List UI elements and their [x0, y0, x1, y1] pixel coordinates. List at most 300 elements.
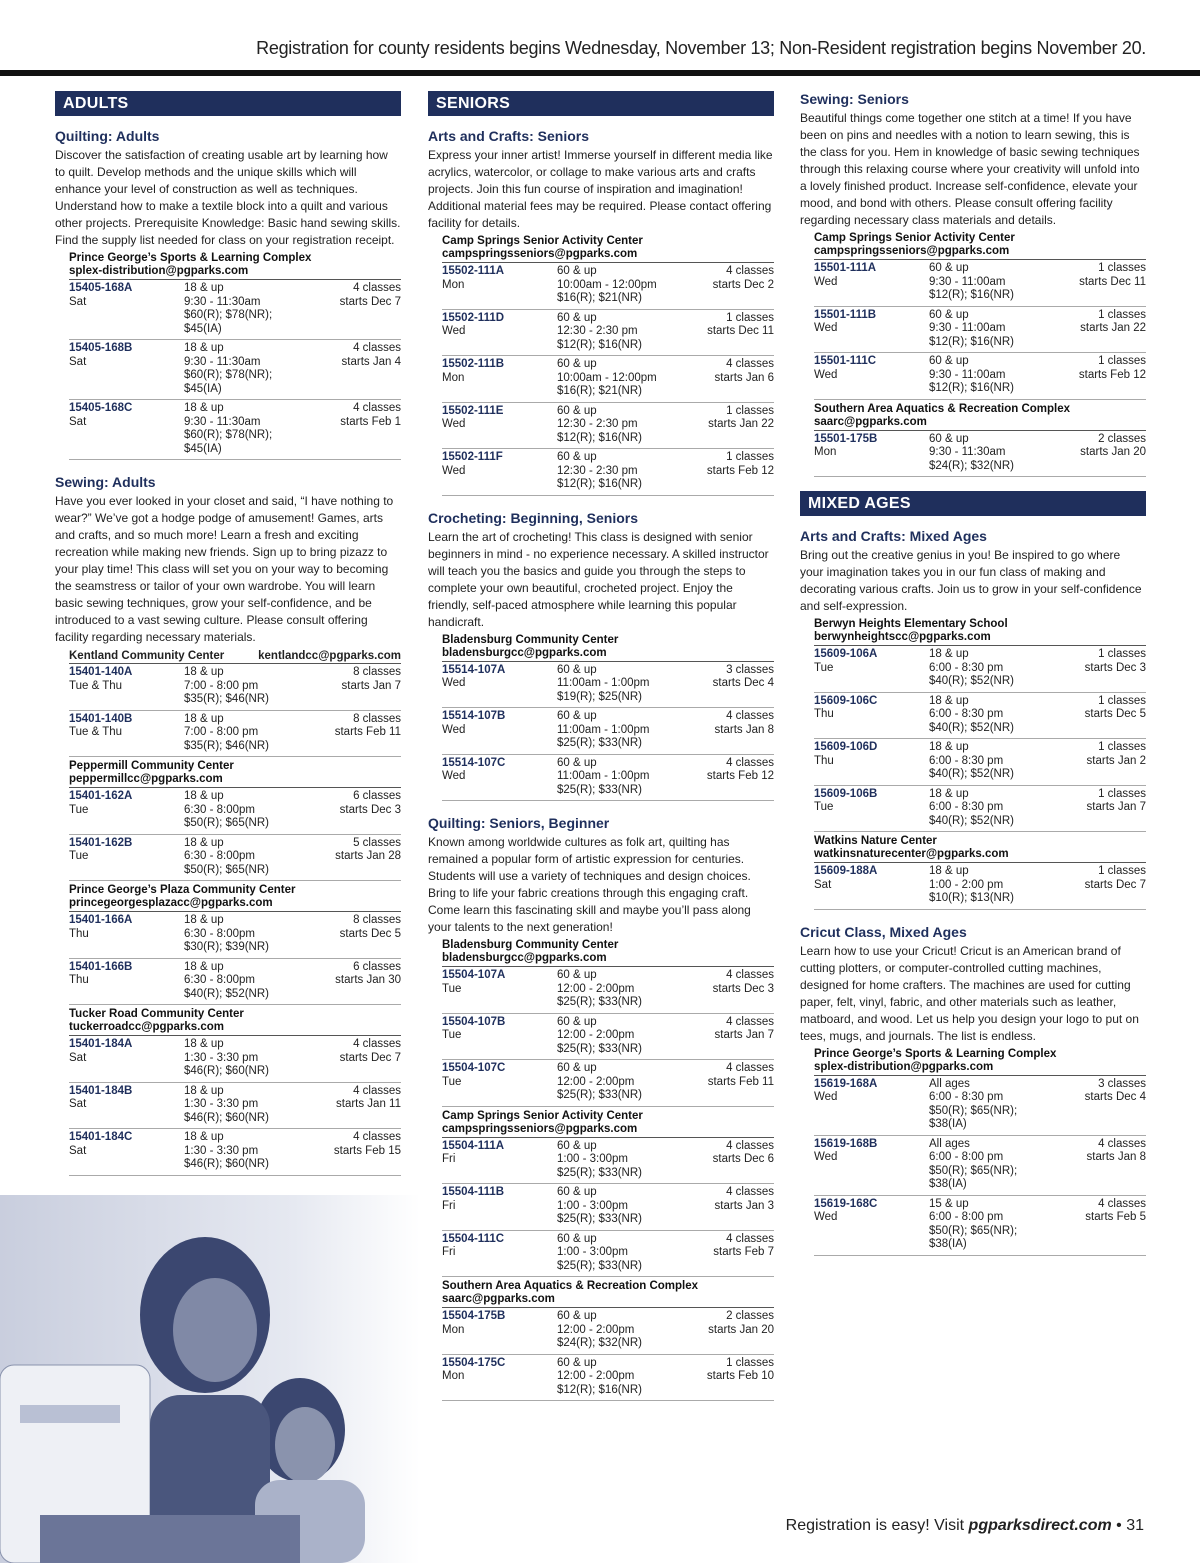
start-date: starts Feb 15 [333, 1144, 401, 1157]
class-day: Sat [814, 878, 832, 891]
class-code[interactable]: 15514-107C [442, 756, 506, 769]
class-code[interactable]: 15401-184A [69, 1038, 133, 1050]
age-range: 18 & up [184, 342, 224, 354]
class-row [814, 1076, 1146, 1136]
class-row [69, 1129, 401, 1176]
start-date: starts Dec 2 [712, 278, 774, 291]
location-name: Kentland Community Center [69, 650, 225, 662]
location-block [442, 634, 774, 802]
age-range: 60 & up [929, 432, 969, 445]
class-row [442, 1014, 774, 1061]
class-count: 8 classes [353, 666, 401, 678]
location-name: Southern Area Aquatics & Recreation Complex [814, 402, 1071, 415]
class-day: Wed [442, 418, 466, 430]
class-code[interactable]: 15501-175B [814, 432, 878, 445]
class-row [442, 662, 774, 709]
class-count: 1 classes [1098, 355, 1146, 367]
class-code[interactable]: 15514-107B [442, 710, 506, 722]
class-time: 9:30 - 11:00am [929, 275, 1006, 288]
class-day: Tue [69, 803, 89, 816]
location-email[interactable]: saarc@pgparks.com [814, 416, 1146, 431]
age-range: 18 & up [929, 741, 969, 753]
class-row [442, 449, 774, 496]
location-email[interactable]: splex-distribution@pgparks.com [69, 265, 401, 280]
class-day: Fri [442, 1246, 456, 1258]
age-range: 18 & up [184, 712, 224, 725]
class-count: 4 classes [726, 1139, 774, 1152]
start-date: starts Jan 3 [714, 1199, 774, 1212]
class-time: 1:30 - 3:30 pm [184, 1051, 259, 1064]
start-date: starts Feb 10 [706, 1370, 774, 1382]
class-fee: $46(R); $60(NR) [184, 1158, 269, 1170]
class-row [442, 1231, 774, 1278]
age-range: 18 & up [184, 1038, 224, 1050]
class-time: 6:30 - 8:00pm [184, 803, 255, 816]
class-time: 9:30 - 11:00am [929, 322, 1006, 334]
age-range: 60 & up [557, 1062, 597, 1074]
class-code[interactable]: 15501-111C [814, 355, 877, 367]
blank-cell [442, 784, 557, 798]
section-banner: ADULTS [55, 91, 401, 116]
class-time: 12:30 - 2:30 pm [557, 464, 638, 477]
age-range: 60 & up [557, 358, 597, 370]
course-title: Quilting: Seniors, Beginner [428, 815, 610, 831]
blank-cell [69, 1065, 184, 1079]
class-count: 6 classes [353, 960, 401, 973]
column-adults [55, 91, 401, 1190]
blank-cell [814, 336, 929, 350]
class-day: Sat [69, 1144, 87, 1157]
age-range: 18 & up [184, 836, 224, 849]
class-row [814, 1136, 1146, 1196]
course-description: Discover the satisfaction of creating usable art by learning how to quilt. Develop methods and the unique skills which will enhance your level of construction as well as techniques. Understand how to make a textile block into a quilt and various other projects. Prerequisite Knowledge: Basic hand sewing skills. Find the supply list needed for class on your registration receipt. [55, 148, 401, 247]
location-block [814, 1048, 1146, 1256]
class-fee: $60(R); $78(NR); $45(IA) [184, 429, 273, 455]
class-fee: $30(R); $39(NR) [184, 941, 269, 953]
blank-cell [69, 941, 184, 955]
class-row [442, 1060, 774, 1107]
section-banner: MIXED AGES [800, 491, 1146, 516]
blank-cell [69, 740, 184, 754]
class-time: 6:00 - 8:30 pm [929, 801, 1004, 813]
class-code[interactable]: 15619-168B [814, 1137, 878, 1150]
class-count: 1 classes [1098, 865, 1146, 877]
class-time: 6:00 - 8:00 pm [929, 1151, 1004, 1163]
class-code[interactable]: 15405-168C [69, 402, 133, 414]
class-day: Wed [814, 1211, 838, 1223]
class-code[interactable]: 15504-111B [442, 1186, 505, 1198]
class-code[interactable]: 15504-107B [442, 1015, 506, 1028]
course-description: Have you ever looked in your closet and said, “I have nothing to wear?” We’ve got a hodge podge of amusement! Games, arts and crafts, and so much more! Learn a fresh and exciting recreation while making new friends. Sign up to bring pizazz to your play time! This class will set you on your way to becoming the seamstress or tailor of your own wardrobe. You will learn basic sewing techniques, grow your self-confidence, and be introduced to a vast sewing culture. Please consult offering facility regarding necessary materials. [55, 494, 394, 644]
course-section [800, 91, 1146, 477]
course-description: Bring out the creative genius in you! Be inspired to go where your imagination takes you in our fun class of making and decorating various crafts. Join us to grow in your self-confidence and self-expression. [800, 548, 1142, 613]
class-row [69, 664, 401, 711]
class-time: 6:00 - 8:00 pm [929, 1211, 1004, 1223]
class-count: 1 classes [726, 1356, 774, 1369]
age-range: 60 & up [557, 311, 597, 324]
start-date: starts Feb 1 [340, 415, 401, 428]
blank-cell [814, 815, 929, 829]
start-date: starts Jan 20 [708, 1323, 774, 1336]
class-code[interactable]: 15502-111B [442, 358, 505, 370]
class-day: Thu [69, 974, 89, 986]
class-time: 12:00 - 2:00pm [557, 982, 635, 995]
class-row [442, 263, 774, 310]
class-time: 6:00 - 8:30 pm [929, 661, 1004, 674]
class-time: 1:00 - 3:00pm [557, 1246, 628, 1258]
class-count: 4 classes [353, 402, 401, 414]
class-code[interactable]: 15501-111B [814, 308, 877, 321]
class-code[interactable]: 15504-175B [442, 1310, 506, 1322]
start-date: starts Jan 7 [341, 679, 401, 692]
class-time: 1:30 - 3:30 pm [184, 1098, 259, 1110]
class-row [814, 260, 1146, 307]
class-count: 4 classes [726, 710, 774, 722]
start-date: starts Dec 7 [339, 295, 401, 308]
class-day: Wed [442, 770, 466, 782]
class-fee: $25(R); $33(NR) [557, 737, 642, 749]
class-row [69, 280, 401, 340]
location-email[interactable]: splex-distribution@pgparks.com [814, 1061, 1146, 1076]
section-banner: SENIORS [428, 91, 774, 116]
location-email[interactable]: bladensburgcc@pgparks.com [442, 647, 774, 662]
start-date: starts Feb 5 [1085, 1211, 1146, 1223]
class-day: Wed [814, 1151, 838, 1163]
class-code[interactable]: 15504-107C [442, 1062, 506, 1074]
class-count: 4 classes [353, 1084, 401, 1097]
class-code[interactable]: 15401-184B [69, 1084, 133, 1097]
class-day: Sat [69, 355, 87, 368]
class-time: 12:00 - 2:00pm [557, 1075, 635, 1088]
blank-cell [814, 675, 929, 689]
class-fee: $25(R); $33(NR) [557, 783, 642, 796]
class-code[interactable]: 15401-140A [69, 666, 133, 678]
class-fee: $19(R); $25(NR) [557, 690, 642, 703]
class-fee: $12(R); $16(NR) [557, 478, 642, 490]
class-time: 6:00 - 8:30 pm [929, 754, 1004, 767]
class-day: Wed [442, 723, 466, 736]
class-row [69, 1083, 401, 1130]
location-block [69, 884, 401, 1005]
class-time: 6:00 - 8:30 pm [929, 1091, 1004, 1103]
location-block [69, 649, 401, 757]
class-day: Mon [442, 1370, 465, 1382]
class-count: 3 classes [1098, 1077, 1146, 1090]
location-name: Bladensburg Community Center [442, 633, 619, 646]
class-code[interactable]: 15609-106D [814, 741, 878, 753]
start-date: starts Dec 4 [1084, 1091, 1146, 1103]
top-rule [0, 70, 1200, 76]
course-description: Express your inner artist! Immerse yourself in different media like acrylics, watercolor, or collage to make various arts and crafts projects. Join this fun course of inspiration and imagination! Additional material fees may be required. Please contact offering facility for details. [428, 148, 773, 230]
class-time: 12:00 - 2:00pm [557, 1029, 635, 1041]
location-email[interactable]: berwynheightscc@pgparks.com [814, 631, 1146, 646]
class-time: 6:30 - 8:00pm [184, 927, 255, 940]
class-fee: $46(R); $60(NR) [184, 1065, 269, 1077]
course-title: Arts and Crafts: Seniors [428, 128, 590, 144]
class-code[interactable]: 15504-107A [442, 969, 506, 981]
location-email[interactable]: tuckerroadcc@pgparks.com [69, 1021, 401, 1036]
class-count: 1 classes [1098, 308, 1146, 321]
class-fee: $40(R); $52(NR) [929, 768, 1014, 780]
class-code[interactable]: 15609-106C [814, 694, 878, 707]
class-count: 1 classes [1098, 262, 1146, 274]
class-code[interactable]: 15504-111A [442, 1139, 505, 1152]
class-time: 6:30 - 8:00pm [184, 850, 255, 862]
start-date: starts Feb 7 [713, 1246, 774, 1258]
class-fee: $24(R); $32(NR) [929, 459, 1014, 472]
class-count: 4 classes [1098, 1137, 1146, 1150]
class-time: 6:30 - 8:00pm [184, 974, 255, 986]
blank-cell [442, 1337, 557, 1351]
class-count: 1 classes [1098, 694, 1146, 707]
class-count: 2 classes [1098, 432, 1146, 445]
class-day: Tue & Thu [69, 679, 123, 692]
age-range: 60 & up [557, 710, 597, 722]
class-day: Fri [442, 1153, 456, 1165]
class-count: 4 classes [1098, 1197, 1146, 1210]
class-code[interactable]: 15501-111A [814, 262, 877, 274]
class-day: Mon [442, 1323, 465, 1336]
age-range: 18 & up [929, 787, 969, 800]
blank-cell [814, 1225, 929, 1252]
class-fee: $25(R); $33(NR) [557, 1089, 642, 1101]
location-email[interactable]: kentlandcc@pgparks.com [258, 650, 401, 662]
class-fee: $12(R); $16(NR) [929, 289, 1014, 301]
class-row [442, 1184, 774, 1231]
blank-cell [442, 1260, 557, 1274]
class-row [69, 788, 401, 835]
class-code[interactable]: 15502-111D [442, 311, 505, 324]
class-row [442, 1308, 774, 1355]
class-time: 11:00am - 1:00pm [557, 770, 650, 782]
start-date: starts Dec 6 [712, 1153, 774, 1165]
class-code[interactable]: 15619-168A [814, 1077, 878, 1090]
class-time: 9:30 - 11:30am [929, 446, 1006, 458]
class-row [814, 431, 1146, 478]
blank-cell [442, 1213, 557, 1227]
class-code[interactable]: 15504-175C [442, 1356, 506, 1369]
class-fee: $50(R); $65(NR); $38(IA) [929, 1224, 1018, 1250]
start-date: starts Jan 7 [1086, 801, 1146, 813]
class-fee: $50(R); $65(NR); $38(IA) [929, 1104, 1018, 1130]
location-name: Berwyn Heights Elementary School [814, 618, 1008, 630]
start-date: starts Jan 8 [714, 723, 774, 736]
class-fee: $24(R); $32(NR) [557, 1337, 642, 1349]
class-count: 4 classes [353, 282, 401, 294]
location-block [442, 1110, 774, 1278]
course-title: Sewing: Seniors [800, 91, 909, 107]
blank-cell [442, 339, 557, 353]
class-fee: $35(R); $46(NR) [184, 693, 269, 705]
class-code[interactable]: 15401-140B [69, 712, 133, 725]
class-code[interactable]: 15405-168B [69, 342, 133, 354]
location-name: Prince George’s Sports & Learning Complex [814, 1047, 1057, 1060]
class-day: Wed [814, 368, 838, 381]
blank-cell [442, 1089, 557, 1103]
class-count: 4 classes [353, 1131, 401, 1143]
blank-cell [814, 1165, 929, 1192]
class-day: Tue [69, 850, 89, 862]
class-code[interactable]: 15502-111A [442, 265, 505, 277]
age-range: 60 & up [557, 1015, 597, 1028]
location-email[interactable]: peppermillcc@pgparks.com [69, 773, 401, 788]
class-day: Wed [814, 275, 838, 288]
location-email[interactable]: saarc@pgparks.com [442, 1293, 774, 1308]
location-block [814, 403, 1146, 478]
start-date: starts Jan 4 [341, 355, 401, 368]
class-day: Mon [442, 278, 465, 291]
class-count: 1 classes [726, 311, 774, 324]
blank-cell [814, 289, 929, 303]
class-day: Tue [442, 1029, 462, 1041]
course-title: Crocheting: Beginning, Seniors [428, 509, 639, 526]
start-date: starts Jan 22 [708, 418, 774, 430]
class-code[interactable]: 15401-162A [69, 790, 133, 802]
class-code[interactable]: 15502-111F [442, 451, 503, 463]
class-day: Wed [442, 464, 466, 477]
age-range: 60 & up [557, 451, 597, 463]
class-row [442, 1355, 774, 1402]
blank-cell [69, 369, 184, 396]
class-fee: $12(R); $16(NR) [557, 1383, 642, 1396]
course-section [428, 510, 774, 802]
class-day: Mon [814, 446, 837, 458]
class-code[interactable]: 15609-106A [814, 648, 878, 660]
class-row [442, 356, 774, 403]
start-date: starts Dec 7 [1084, 878, 1146, 891]
class-code[interactable]: 15401-166B [69, 960, 133, 973]
location-name: Prince George’s Plaza Community Center [69, 884, 296, 896]
class-day: Fri [442, 1199, 456, 1212]
class-count: 8 classes [353, 914, 401, 926]
class-row [69, 835, 401, 882]
class-day: Sat [69, 1051, 87, 1064]
age-range: 60 & up [557, 1139, 597, 1152]
blank-cell [814, 892, 929, 906]
class-fee: $25(R); $33(NR) [557, 1213, 642, 1225]
age-range: 18 & up [184, 960, 224, 973]
class-day: Thu [814, 708, 834, 720]
course-description: Learn how to use your Cricut! Cricut is an American brand of cutting plotters, or computer-controlled cutting machines, designed for home crafters. The machines are used for cutting paper, felt, vinyl, fabric, and other materials such as leather, matboard, and wood. Let us help you design your logo to put on tees, mugs, and journals. The list is endless. [800, 943, 1139, 1043]
course-title: Cricut Class, Mixed Ages [800, 923, 967, 940]
class-day: Wed [814, 1091, 838, 1103]
class-code[interactable]: 15609-106B [814, 787, 878, 800]
age-range: 18 & up [184, 914, 224, 926]
location-name: Camp Springs Senior Activity Center [814, 232, 1015, 244]
blank-cell [814, 460, 929, 474]
start-date: starts Dec 3 [712, 982, 774, 995]
start-date: starts Jan 22 [1080, 322, 1146, 334]
class-code[interactable]: 15405-168A [69, 282, 133, 294]
blank-cell [442, 385, 557, 399]
class-count: 2 classes [726, 1310, 774, 1322]
location-email[interactable]: campspringsseniors@pgparks.com [442, 1123, 774, 1138]
class-row [69, 959, 401, 1006]
location-email[interactable]: watkinsnaturecenter@pgparks.com [814, 848, 1146, 863]
age-range: 18 & up [184, 282, 224, 294]
location-email[interactable]: campspringsseniors@pgparks.com [442, 248, 774, 263]
class-day: Wed [442, 677, 466, 689]
class-row [69, 912, 401, 959]
age-range: 60 & up [557, 756, 597, 769]
class-row [814, 1196, 1146, 1256]
start-date: starts Dec 11 [707, 325, 774, 337]
class-code[interactable]: 15609-188A [814, 865, 878, 877]
pgparksdirect-link[interactable]: pgparksdirect.com [968, 1517, 1112, 1534]
blank-cell [814, 768, 929, 782]
class-count: 1 classes [726, 404, 774, 417]
class-fee: $50(R); $65(NR); $38(IA) [929, 1164, 1018, 1190]
class-time: 7:00 - 8:00 pm [184, 679, 259, 692]
class-row [814, 786, 1146, 833]
location-name: Prince George’s Sports & Learning Complex [69, 252, 312, 264]
course-title: Arts and Crafts: Mixed Ages [800, 528, 987, 544]
age-range: 60 & up [929, 355, 969, 367]
class-row [814, 863, 1146, 910]
class-fee: $10(R); $13(NR) [929, 892, 1014, 904]
column-seniors-mixed [800, 91, 1146, 1270]
footer-text: Registration is easy! Visit [785, 1517, 969, 1534]
class-row [69, 400, 401, 460]
class-row [814, 353, 1146, 400]
class-code[interactable]: 15401-162B [69, 836, 133, 849]
class-code[interactable]: 15401-166A [69, 914, 133, 926]
age-range: 60 & up [557, 663, 597, 676]
class-code[interactable]: 15514-107A [442, 663, 506, 676]
class-row [69, 340, 401, 400]
location-email[interactable]: campspringsseniors@pgparks.com [814, 245, 1146, 260]
blank-cell [814, 382, 929, 396]
class-count: 4 classes [726, 265, 774, 277]
class-day: Tue [442, 1075, 462, 1088]
class-time: 1:00 - 2:00 pm [929, 878, 1004, 891]
class-count: 4 classes [726, 1186, 774, 1198]
class-day: Sat [69, 295, 87, 308]
class-count: 4 classes [726, 969, 774, 981]
class-fee: $12(R); $16(NR) [929, 335, 1014, 348]
class-code[interactable]: 15619-168C [814, 1197, 878, 1210]
course-section [55, 474, 401, 1176]
class-code[interactable]: 15504-111C [442, 1232, 505, 1245]
age-range: 60 & up [929, 308, 969, 321]
start-date: starts Jan 7 [714, 1029, 774, 1041]
start-date: starts Jan 8 [1086, 1151, 1146, 1163]
class-count: 4 classes [726, 1015, 774, 1028]
course-section [55, 128, 401, 460]
class-time: 12:30 - 2:30 pm [557, 325, 638, 337]
class-day: Wed [442, 325, 466, 337]
class-row [442, 967, 774, 1014]
course-description: Known among worldwide cultures as folk art, quilting has remained a popular form of artistic expression for centuries. Students will use a variety of techniques and design choices. Bring to life your fabric creations through this engaging craft. Come learn this fascinating skill and maybe you’ll pass along your talents to the next generation! [428, 835, 751, 934]
course-section [800, 528, 1146, 910]
location-name: Watkins Nature Center [814, 835, 937, 847]
blank-cell [69, 429, 184, 456]
blank-cell [814, 1105, 929, 1132]
class-fee: $12(R); $16(NR) [557, 338, 642, 351]
class-time: 1:30 - 3:30 pm [184, 1144, 259, 1157]
start-date: starts Jan 11 [336, 1098, 401, 1110]
location-email[interactable]: bladensburgcc@pgparks.com [442, 952, 774, 967]
class-day: Thu [814, 754, 834, 767]
age-range: 18 & up [184, 666, 224, 678]
class-code[interactable]: 15401-184C [69, 1131, 133, 1143]
location-email[interactable]: princegeorgesplazacc@pgparks.com [69, 897, 401, 912]
class-fee: $25(R); $33(NR) [557, 1259, 642, 1272]
class-code[interactable]: 15502-111E [442, 404, 504, 417]
class-count: 4 classes [726, 756, 774, 769]
class-fee: $50(R); $65(NR) [184, 863, 269, 876]
location-block [69, 760, 401, 881]
